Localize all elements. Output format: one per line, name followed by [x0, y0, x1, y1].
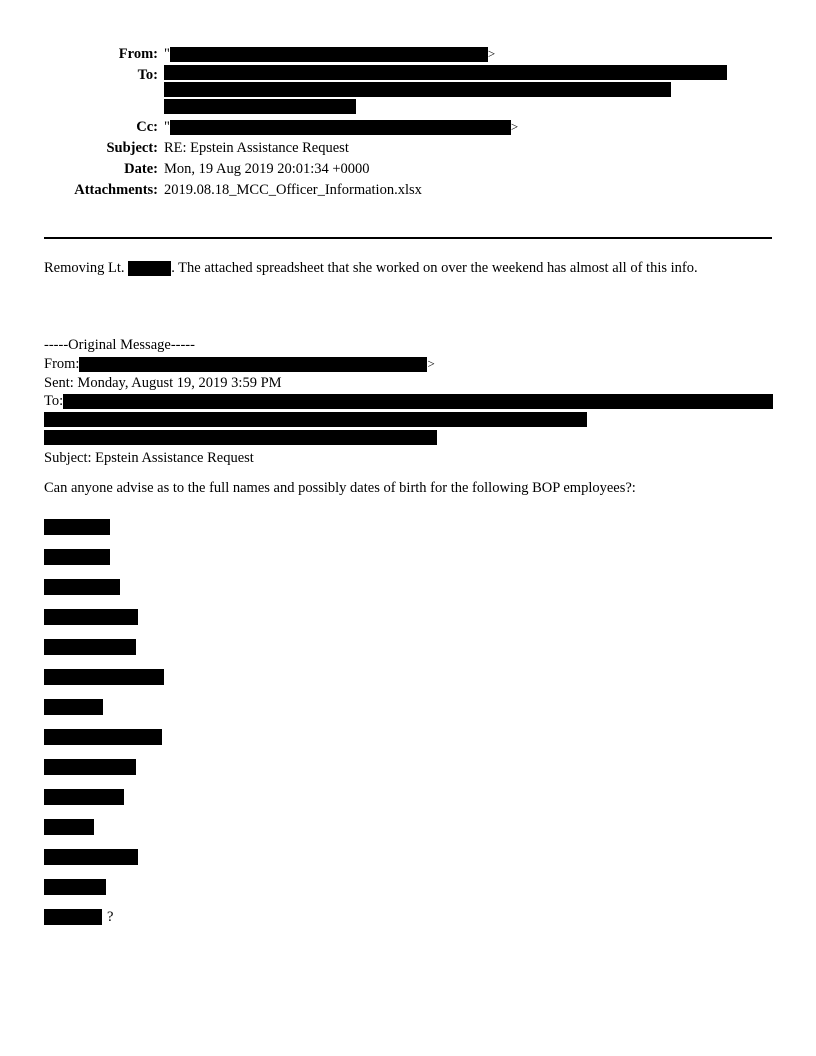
original-subject-text: Subject: Epstein Assistance Request: [44, 450, 254, 466]
question-mark: ?: [107, 909, 114, 925]
redaction-block: [44, 430, 437, 445]
header-label-to: To:: [137, 67, 158, 83]
redaction-block: [44, 669, 164, 685]
header-value-to: [164, 65, 772, 116]
list-item: [44, 752, 444, 782]
redaction-block: [79, 357, 427, 372]
redaction-block: [44, 789, 124, 805]
redaction-block: [44, 729, 162, 745]
body-text-before-redaction: Removing Lt.: [44, 260, 129, 276]
redaction-block: [44, 879, 106, 895]
original-from-line: [44, 354, 774, 374]
header-value-from: [164, 44, 772, 64]
original-to-line-2: [44, 410, 774, 428]
redaction-block: [164, 65, 727, 80]
redaction-block: [44, 819, 94, 835]
header-row-cc: [44, 117, 772, 137]
original-message-separator: [44, 336, 774, 354]
redaction-block: [128, 261, 171, 276]
list-item: [44, 542, 444, 572]
list-item: [44, 812, 444, 842]
body-paragraph-removing: [44, 258, 774, 278]
redaction-block: [44, 412, 587, 427]
list-item-last: [44, 902, 444, 932]
redaction-block: [44, 909, 102, 925]
list-item: [44, 602, 444, 632]
original-to-line-3: [44, 428, 774, 446]
list-item: [44, 632, 444, 662]
original-sent-line: [44, 374, 774, 392]
header-label-attachments: Attachments:: [74, 182, 158, 198]
redaction-block: [44, 699, 103, 715]
header-label-cc: Cc:: [136, 119, 158, 135]
header-row-attachments: [44, 180, 772, 200]
header-row-subject: [44, 138, 772, 158]
list-item: [44, 722, 444, 752]
redaction-block: [164, 82, 671, 97]
header-row-from: [44, 44, 772, 64]
header-label-from: From:: [118, 46, 158, 62]
redaction-block: [44, 609, 138, 625]
original-message-block: [44, 336, 774, 467]
header-value-cc: [164, 117, 772, 137]
header-row-date: [44, 159, 772, 179]
angle-bracket: >: [510, 119, 519, 134]
redaction-block: [44, 579, 120, 595]
redaction-block: [44, 549, 110, 565]
original-to-line: [44, 392, 774, 410]
redaction-block: [164, 99, 356, 114]
angle-bracket: >: [427, 356, 435, 371]
redaction-block: [44, 759, 136, 775]
list-item: [44, 842, 444, 872]
list-item: [44, 572, 444, 602]
header-value-attachments: 2019.08.18_MCC_Officer_Information.xlsx: [164, 182, 422, 198]
header-label-subject: Subject:: [106, 140, 158, 156]
email-header: [44, 44, 772, 201]
list-item: [44, 782, 444, 812]
quote-mark: ": [164, 46, 170, 62]
redaction-block: [170, 120, 511, 135]
original-subject-line: [44, 449, 774, 467]
list-item: [44, 872, 444, 902]
header-divider: [44, 237, 772, 239]
redaction-block: [170, 47, 488, 62]
body-text-after-redaction: . The attached spreadsheet that she worked on over the weekend has almost all of this info.: [171, 260, 698, 276]
body-paragraph-question: Can anyone advise as to the full names and possibly dates of birth for the following BOP employees?:: [44, 480, 636, 496]
header-value-subject: RE: Epstein Assistance Request: [164, 140, 349, 156]
header-row-to: [44, 65, 772, 116]
header-label-date: Date:: [124, 161, 158, 177]
angle-bracket: >: [487, 46, 496, 61]
redaction-block: [44, 519, 110, 535]
list-item: [44, 512, 444, 542]
list-item: [44, 692, 444, 722]
redacted-name-list: [44, 512, 444, 932]
header-value-date: Mon, 19 Aug 2019 20:01:34 +0000: [164, 161, 370, 177]
quote-mark: ": [164, 119, 170, 135]
original-to-label: To:: [44, 393, 64, 409]
original-from-label: From:: [44, 356, 80, 372]
list-item: [44, 662, 444, 692]
original-separator-text: -----Original Message-----: [44, 337, 195, 353]
original-sent-text: Sent: Monday, August 19, 2019 3:59 PM: [44, 375, 282, 391]
redaction-block: [63, 394, 773, 409]
redaction-block: [44, 639, 136, 655]
redaction-block: [44, 849, 138, 865]
